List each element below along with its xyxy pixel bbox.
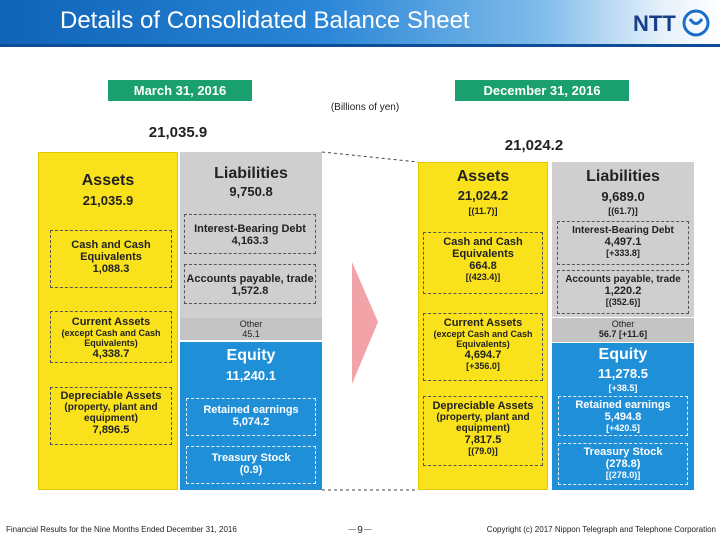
right-current-box [423, 313, 543, 381]
left-other-value: 45.1 [242, 329, 260, 339]
right-assets-value: 21,024.2 [457, 188, 509, 203]
left-liabilities-title: Liabilities [214, 165, 288, 182]
left-cash-box [50, 230, 172, 288]
right-other-value: 56.7 [+11.6] [598, 329, 648, 339]
left-treasury-value: (0.9) [239, 464, 263, 476]
right-depr-box [423, 396, 543, 466]
left-depr-box [50, 387, 172, 445]
right-retained-box [558, 396, 688, 436]
left-retained-value: 5,074.2 [232, 416, 270, 428]
right-other-label: Other [611, 319, 635, 329]
right-payable-label: Accounts payable, trade [565, 274, 681, 285]
left-payable-box [184, 264, 316, 304]
right-current-label: Current Assets [443, 317, 523, 329]
left-payable-label: Accounts payable, trade [186, 273, 314, 285]
left-current-label: Current Assets [71, 316, 151, 328]
left-other-label: Other [239, 319, 263, 329]
right-assets-change: [(11.7)] [468, 206, 498, 216]
right-other-box [552, 318, 694, 342]
right-current-sub: (except Cash and Cash Equivalents) [433, 329, 533, 349]
right-liabilities-title: Liabilities [586, 168, 660, 185]
right-equity-change: [+38.5] [608, 383, 638, 393]
right-debt-value: 4,497.1 [604, 236, 642, 248]
right-debt-box [557, 221, 689, 265]
right-liabilities-change: [(61.7)] [608, 206, 638, 216]
right-depr-sub: (property, plant and equipment) [436, 412, 530, 434]
left-liabilities-value: 9,750.8 [229, 184, 273, 199]
left-other-box [180, 318, 322, 340]
left-equity-title: Equity [226, 347, 276, 364]
left-assets-value: 21,035.9 [82, 193, 134, 208]
right-treasury-value: (278.8) [605, 458, 641, 470]
right-depr-value: 7,817.5 [464, 434, 502, 446]
right-current-value: 4,694.7 [464, 349, 502, 361]
left-retained-label: Retained earnings [203, 404, 299, 416]
right-date-label: December 31, 2016 [455, 80, 629, 101]
right-equity-value: 11,278.5 [598, 366, 648, 381]
left-total: 21,035.9 [148, 124, 208, 141]
left-assets-title: Assets [81, 172, 135, 189]
units-label: (Billions of yen) [330, 102, 400, 113]
right-retained-value: 5,494.8 [604, 411, 642, 423]
left-current-box [50, 311, 172, 363]
right-total: 21,024.2 [504, 137, 564, 154]
right-retained-change: [+420.5] [606, 423, 640, 433]
right-cash-label: Cash and Cash Equivalents [443, 236, 523, 260]
right-debt-change: [+333.8] [606, 248, 640, 258]
footer-left: Financial Results for the Nine Months Ended December 31, 2016 [6, 525, 237, 534]
left-debt-value: 4,163.3 [231, 235, 269, 247]
left-cash-label: Cash and Cash Equivalents [71, 239, 151, 263]
left-equity-value: 11,240.1 [226, 368, 276, 383]
left-treasury-box [186, 446, 316, 484]
right-liabilities-value: 9,689.0 [601, 189, 645, 204]
left-treasury-label: Treasury Stock [211, 452, 291, 464]
left-retained-box [186, 398, 316, 436]
right-treasury-box [558, 443, 688, 485]
left-date-label: March 31, 2016 [108, 80, 252, 101]
left-current-sub: (except Cash and Cash Equivalents) [61, 328, 161, 348]
right-treasury-label: Treasury Stock [583, 446, 663, 458]
right-depr-change: [(79.0)] [468, 446, 498, 456]
right-depr-label: Depreciable Assets [432, 400, 534, 412]
left-depr-label: Depreciable Assets [60, 390, 162, 402]
logo-text: NTT [633, 11, 676, 36]
left-debt-box [184, 214, 316, 254]
right-retained-label: Retained earnings [575, 399, 671, 411]
arrow-shape [352, 262, 378, 384]
right-equity-title: Equity [598, 346, 648, 363]
right-treasury-change: [(278.0)] [605, 470, 641, 480]
page-number: －9－ [347, 525, 373, 536]
right-current-change: [+356.0] [466, 361, 500, 371]
right-debt-label: Interest-Bearing Debt [572, 225, 674, 236]
left-payable-value: 1,572.8 [231, 285, 269, 297]
page-title: Details of Consolidated Balance Sheet [60, 7, 470, 34]
left-depr-value: 7,896.5 [92, 424, 130, 436]
left-cash-value: 1,088.3 [92, 263, 130, 275]
left-debt-label: Interest-Bearing Debt [194, 223, 306, 235]
left-depr-sub: (property, plant and equipment) [64, 402, 158, 424]
right-assets-title: Assets [456, 168, 510, 185]
right-cash-value: 664.8 [469, 260, 497, 272]
right-payable-change: [(352.6)] [605, 297, 641, 307]
right-payable-box [557, 270, 689, 314]
left-current-value: 4,338.7 [92, 348, 130, 360]
right-payable-value: 1,220.2 [604, 285, 642, 297]
footer-right: Copyright (c) 2017 Nippon Telegraph and Telephone Corporation [486, 525, 716, 534]
right-cash-change: [(423.4)] [465, 272, 501, 282]
right-cash-box [423, 232, 543, 294]
